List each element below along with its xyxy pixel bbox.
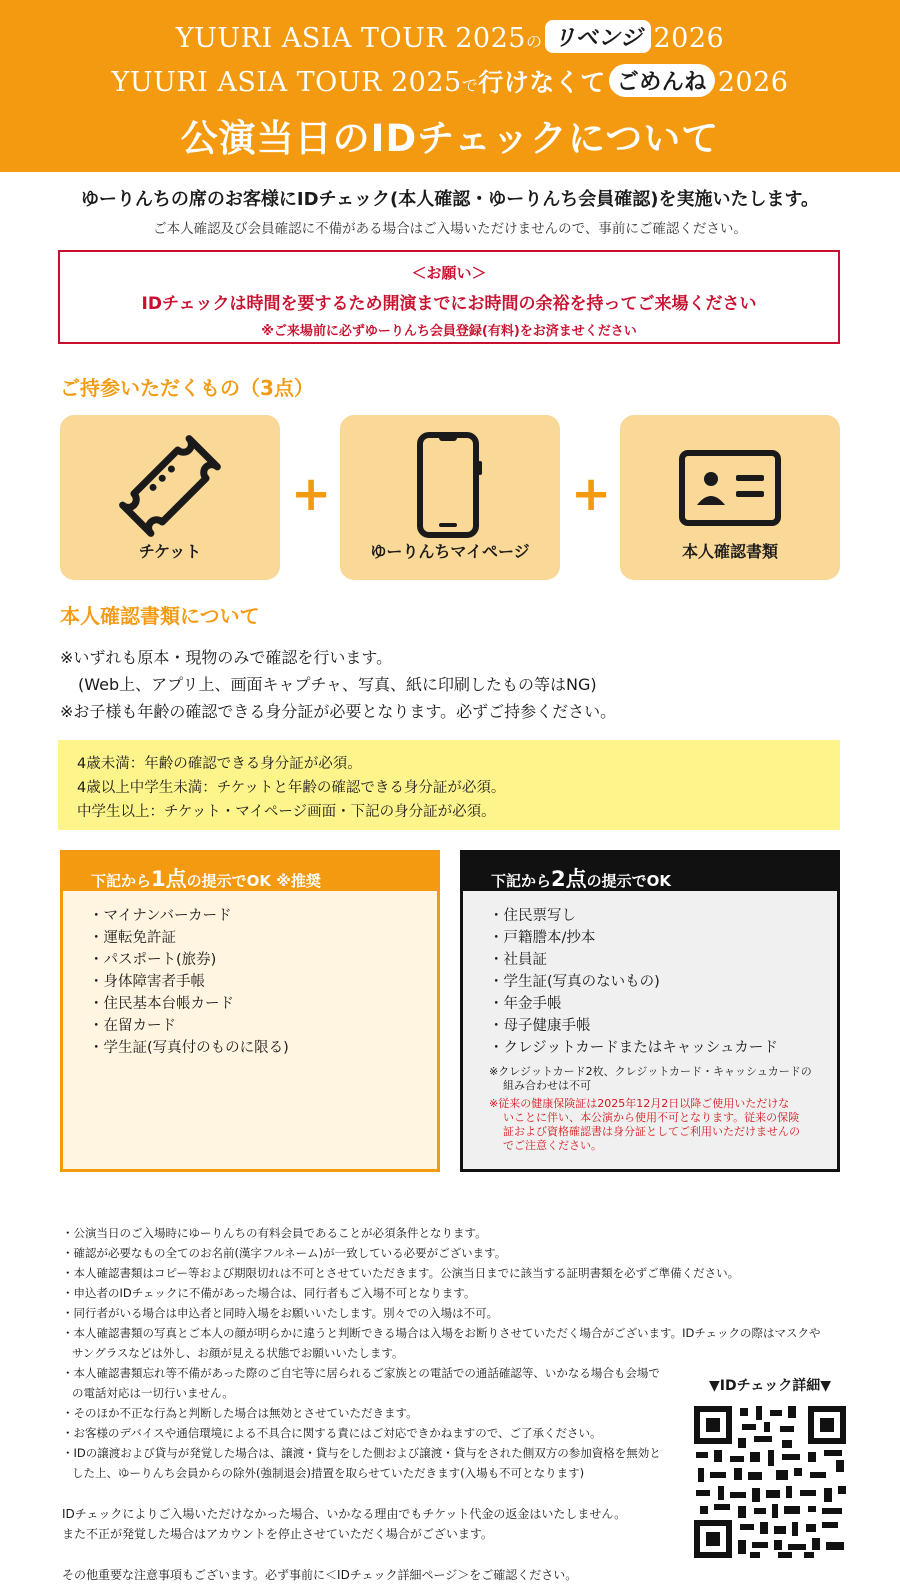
sorry-pill: ごめんね xyxy=(609,64,715,97)
id-docs-section-title: 本人確認書類について xyxy=(60,604,260,628)
intro-lead: ゆーりんちの席のお客様にIDチェック(本人確認・ゆーりんち会員確認)を実施いたします。 xyxy=(80,189,820,210)
header-count: 1点 xyxy=(151,867,187,891)
note-line: いことに伴い、本公演から使用不可となります。従来の保険 xyxy=(503,1111,800,1124)
list-item: ・学生証(写真付のものに限る) xyxy=(89,1040,289,1056)
header-text: 下記から xyxy=(491,872,552,890)
qr-title: ▼IDチェック詳細▼ xyxy=(709,1378,831,1394)
notice-heading: ＜お願い＞ xyxy=(411,264,487,282)
note-item: ・確認が必要なもの全てのお名前(漢字フルネーム)が一致している必要がございます。 xyxy=(62,1246,507,1260)
note-line: ※クレジットカード2枚、クレジットカード・キャッシュカードの xyxy=(489,1065,812,1078)
age-rule: 4歳未満：年齢の確認できる身分証が必須。 xyxy=(77,756,362,772)
note-item: ・IDの譲渡および貸与が発覚した場合は、譲渡・貸与をした側および譲渡・貸与をされた側双方の参加資格を無効とした上、ゆーりんち会員からの除外(強制退会)措置を取らせていただきます(入場も不可となります) xyxy=(62,1446,661,1480)
note-item: ・申込者のIDチェックに不備があった場合は、同行者もご入場不可となります。 xyxy=(62,1286,476,1300)
two-point-header xyxy=(463,853,837,891)
header-text: の提示でOK ※推奨 xyxy=(186,872,321,890)
plus-sign: + xyxy=(571,466,612,522)
list-item: ・戸籍謄本/抄本 xyxy=(489,930,596,946)
id-card-icon xyxy=(678,431,782,541)
qr-code-icon[interactable] xyxy=(690,1402,850,1562)
refund-note: IDチェックによりご入場いただけなかった場合、いかなる理由でもチケット代金の返金はいたしません。 xyxy=(62,1507,627,1521)
card-label: チケット xyxy=(138,542,202,561)
list-item: ・年金手帳 xyxy=(489,996,562,1012)
smartphone-icon xyxy=(415,431,485,541)
note-line: 証および資格確認書は身分証としてご利用いただけませんの xyxy=(503,1125,800,1138)
list-item: ・マイナンバーカード xyxy=(89,908,232,924)
list-item: ・パスポート(旅券) xyxy=(89,952,217,968)
notice-main: IDチェックは時間を要するため開演までにお時間の余裕を持ってご来場ください xyxy=(141,294,757,314)
tour-year: 2026 xyxy=(717,67,789,98)
note-item: ・お客様のデバイスや通信環境による不具合に関する責にはご対応できかねますので、ご了承ください。 xyxy=(62,1426,602,1440)
list-item: ・母子健康手帳 xyxy=(489,1018,591,1034)
tour-name: YUURI ASIA TOUR 2025 xyxy=(111,67,462,98)
note-item: ・そのほか不正な行為と判断した場合は無効とさせていただきます。 xyxy=(62,1406,418,1420)
one-point-header xyxy=(63,853,437,891)
card-ticket xyxy=(60,415,280,580)
intro-sub: ご本人確認及び会員確認に不備がある場合はご入場いただけませんので、事前にご確認ください。 xyxy=(153,221,747,237)
one-point-list xyxy=(63,891,437,1059)
note-line: でご注意ください。 xyxy=(503,1139,602,1152)
one-point-box xyxy=(60,850,440,1172)
id-docs-line: (Web上、アプリ上、画面キャプチャ、写真、紙に印刷したもの等はNG) xyxy=(78,675,597,694)
two-point-list xyxy=(463,891,837,1059)
tour-title-line1 xyxy=(0,20,900,54)
note-item: ・本人確認書類忘れ等不備があった際のご自宅等に居られるご家族との電話での通話確認等、いかなる場合も会場での電話対応は一切行いません。 xyxy=(62,1366,660,1400)
id-docs-line: ※いずれも原本・現物のみで確認を行います。 xyxy=(60,648,393,667)
plus-sign: + xyxy=(291,466,332,522)
list-item: ・学生証(写真のないもの) xyxy=(489,974,660,990)
list-item: ・住民基本台帳カード xyxy=(89,996,234,1012)
tour-name: YUURI ASIA TOUR 2025 xyxy=(175,23,526,54)
age-rules-box xyxy=(58,740,840,830)
credit-card-note xyxy=(463,1059,837,1093)
age-rule: 中学生以上：チケット・マイページ画面・下記の身分証が必須。 xyxy=(77,804,496,820)
header-text: の提示でOK xyxy=(586,872,672,890)
two-point-box xyxy=(460,850,840,1172)
age-rule: 4歳以上中学生未満：チケットと年齢の確認できる身分証が必須。 xyxy=(77,780,506,796)
account-note: また不正が発覚した場合はアカウントを停止させていただく場合がございます。 xyxy=(62,1527,493,1541)
list-item: ・住民票写し xyxy=(489,908,576,924)
header-banner xyxy=(0,0,900,172)
insurance-card-note xyxy=(463,1093,837,1153)
header-text: 下記から xyxy=(91,872,152,890)
list-item: ・身体障害者手帳 xyxy=(89,974,205,990)
notice-sub: ※ご来場前に必ずゆーりんち会員登録(有料)をお済ませください xyxy=(261,324,637,339)
card-id-document xyxy=(620,415,840,580)
note-item: ・本人確認書類はコピー等および期限切れは不可とさせていただきます。公演当日までに該当する証明書類を必ずご準備ください。 xyxy=(62,1266,740,1280)
id-docs-line: ※お子様も年齢の確認できる身分証が必要となります。必ずご持参ください。 xyxy=(60,702,617,721)
note-line: 組み合わせは不可 xyxy=(503,1079,591,1092)
header-count: 2点 xyxy=(551,867,587,891)
note-item: ・公演当日のご入場時にゆーりんちの有料会員であることが必須条件となります。 xyxy=(62,1226,487,1240)
note-line: ※従来の健康保険証は2025年12月2日以降ご使用いただけな xyxy=(489,1097,790,1110)
card-label: ゆーりんちマイページ xyxy=(370,542,530,561)
particle: の xyxy=(525,32,543,51)
particle: で xyxy=(461,76,479,95)
list-item: ・クレジットカードまたはキャッシュカード xyxy=(489,1040,778,1056)
list-item: ・運転免許証 xyxy=(89,930,176,946)
list-item: ・社員証 xyxy=(489,952,547,968)
bring-section-title: ご持参いただくもの（3点） xyxy=(60,376,314,400)
revenge-pill: リベンジ xyxy=(545,20,650,53)
page-title: 公演当日のIDチェックについて xyxy=(180,117,720,160)
cant-go-text: 行けなくて xyxy=(478,68,606,97)
card-mypage xyxy=(340,415,560,580)
card-label: 本人確認書類 xyxy=(681,542,778,561)
tour-title-line2 xyxy=(0,63,900,99)
tour-year: 2026 xyxy=(653,23,725,54)
note-item: ・本人確認書類の写真とご本人の顔が明らかに違うと判断できる場合は入場をお断りさせていただく場合がございます。IDチェックの際はマスクやサングラスなどは外し、お顔が見える状態でお願いいたします。 xyxy=(62,1326,821,1360)
list-item: ・在留カード xyxy=(89,1018,176,1034)
details-note: その他重要な注意事項もございます。必ず事前に＜IDチェック詳細ページ＞をご確認ください。 xyxy=(62,1568,578,1582)
note-item: ・同行者がいる場合は申込者と同時入場をお願いいたします。別々での入場は不可。 xyxy=(62,1306,499,1320)
ticket-icon xyxy=(115,431,225,541)
request-notice-box xyxy=(58,250,840,344)
